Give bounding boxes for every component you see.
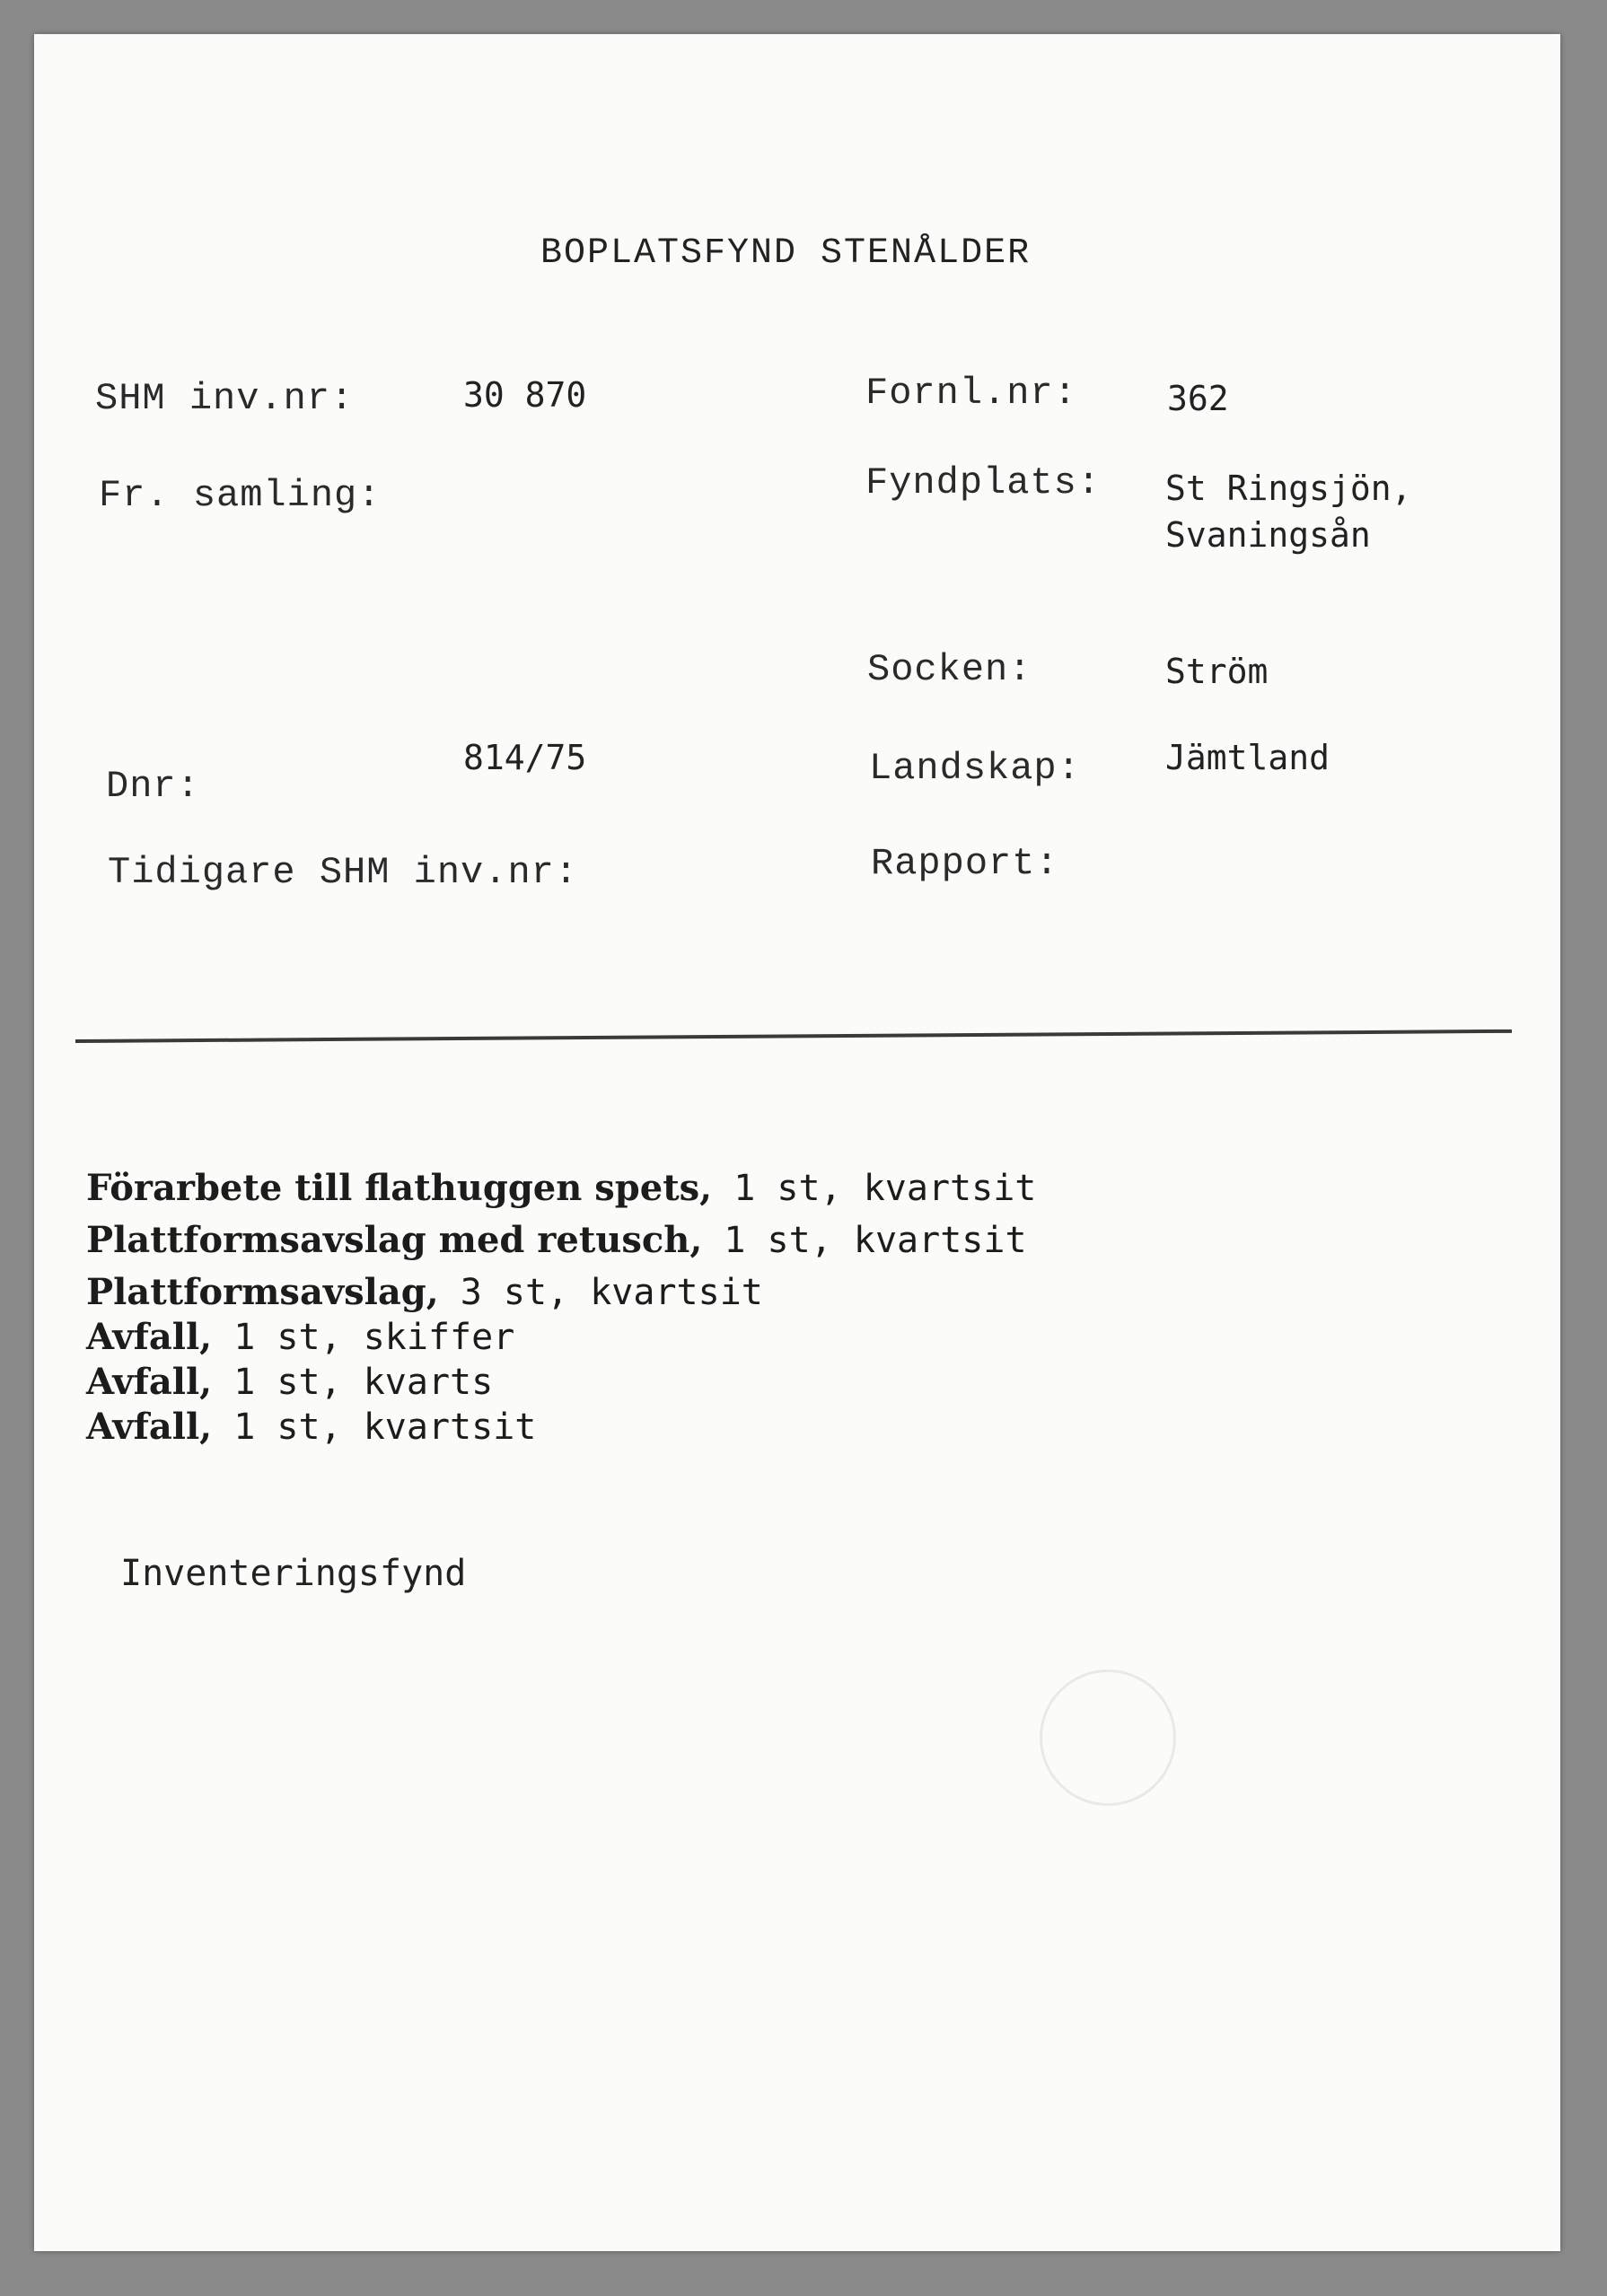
fyndplats-label: Fyndplats:	[865, 461, 1102, 504]
fyndplats-line2: Svaningsån	[1165, 515, 1371, 555]
faint-stamp	[1040, 1669, 1176, 1806]
shm-inv-value: 30 870	[463, 375, 587, 415]
card-title: BOPLATSFYND STENÅLDER	[540, 233, 1032, 274]
find-item-name: Plattformsavslag med retusch,	[86, 1219, 703, 1261]
find-item	[86, 1316, 514, 1358]
find-item-name: Plattformsavslag,	[86, 1271, 439, 1313]
socken-label: Socken:	[867, 648, 1032, 691]
dnr-label: Dnr:	[106, 765, 200, 808]
note-text: Inventeringsfynd	[120, 1553, 467, 1594]
find-item-detail: 1 st, kvartsit	[724, 1220, 1027, 1261]
fornl-value: 362	[1167, 379, 1229, 418]
fr-samling-label: Fr. samling:	[99, 474, 382, 517]
catalog-card	[34, 34, 1560, 2251]
find-item-detail: 1 st, kvartsit	[733, 1168, 1037, 1209]
fyndplats-line1: St Ringsjön,	[1165, 469, 1412, 508]
find-item-name: Avfall,	[86, 1316, 213, 1358]
fornl-label: Fornl.nr:	[865, 372, 1077, 415]
tidigare-label: Tidigare SHM inv.nr:	[108, 851, 579, 894]
find-item-name: Avfall,	[86, 1361, 213, 1403]
find-item-detail: 3 st, kvartsit	[460, 1272, 763, 1313]
find-item-detail: 1 st, skiffer	[233, 1317, 515, 1358]
shm-inv-label: SHM inv.nr:	[95, 377, 355, 420]
find-item-name: Förarbete till flathuggen spets,	[86, 1167, 713, 1209]
find-item-name: Avfall,	[86, 1406, 213, 1448]
find-item-detail: 1 st, kvartsit	[233, 1407, 537, 1448]
rapport-label: Rapport:	[871, 842, 1059, 885]
find-item	[86, 1361, 493, 1403]
socken-value: Ström	[1165, 652, 1269, 691]
landskap-label: Landskap:	[869, 747, 1081, 790]
find-item	[86, 1406, 536, 1448]
find-item	[86, 1271, 763, 1313]
find-item	[86, 1219, 1027, 1261]
landskap-value: Jämtland	[1165, 738, 1330, 777]
dnr-value: 814/75	[463, 738, 587, 777]
find-item-detail: 1 st, kvarts	[233, 1362, 494, 1403]
find-item	[86, 1167, 1036, 1209]
